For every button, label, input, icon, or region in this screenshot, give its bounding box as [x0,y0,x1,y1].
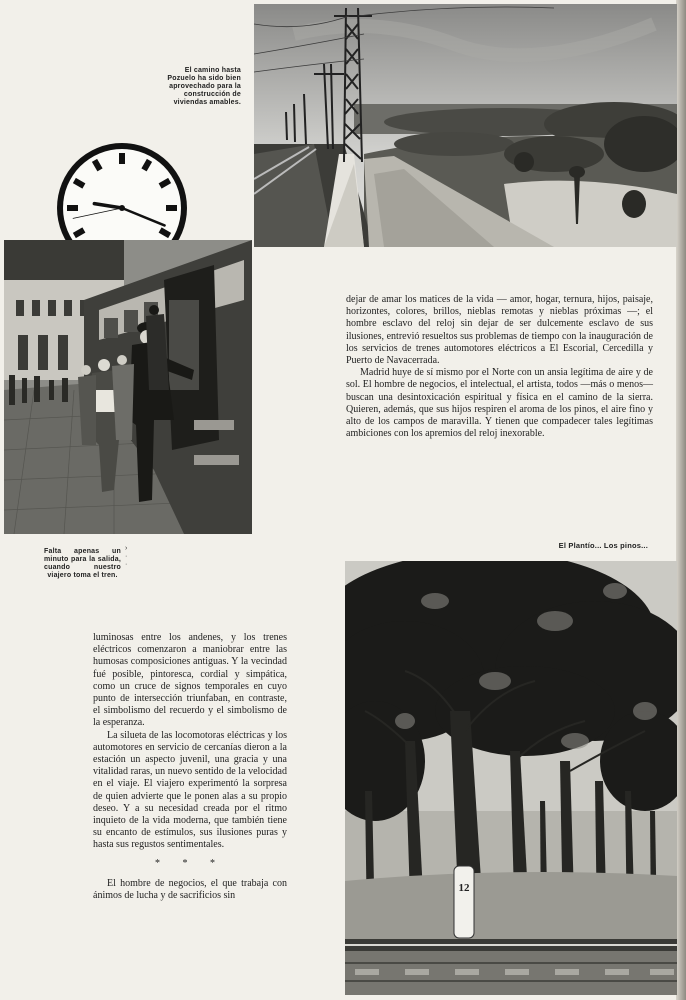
lower-paragraph-1: luminosas entre los andenes, y los trenes eléctricos comenzaron a maniobrar entre las humosas composiciones antiguas. Y la vecindad fué posible, pintoresca, cordial y simpática, como un cruce de signos temporales en cuyo punto de intersección triunfaban, en contraste, el simbolismo del recuerdo y el simbolismo de la esperanza. [93,632,287,729]
caption-falta: Falta apenas un minuto para la salida, cuando nuestro viajero toma el tren. [44,548,121,579]
upper-paragraph-2: Madrid huye de sí mismo por el Norte con un ansia legítima de aire y de sol. El hombre de negocios, el intelectual, el artista, todos —más o menos— buscan una desintoxicación espiritual y física en el camino de la sierra. Quieren, además, que sus hijos respiren el aroma de los pinos, el aire fino y alto de los campos de maravilla. Y tienen que compadecer tales legítimas ambiciones con los apremios del reloj inexorable. [346,367,653,440]
milestone-number: 12 [458,882,470,894]
section-separator: * * * [155,857,225,869]
caption-pointer: › · · [125,545,128,568]
lower-text-column [93,632,287,902]
clock-hour-mark [166,205,177,211]
upper-paragraph-1: dejar de amar los matices de la vida — amor, hogar, ternura, hijos, paisaje, horizontes, colores, brillos, nieblas remotas y nieblas próximas —; el hombre esclavo del reloj sin dejar de ser dulcemente esclavo de sus ilusiones, entrevió resueltos sus problemas de tiempo con la inauguración de los servicios de trenes automotores eléctricos a El Escorial, Cercedilla y Puerto de Navacerrada. [346,294,653,367]
train-platform-photo [4,240,252,534]
pine-forest-photo [345,561,677,995]
railway-landscape-photo [254,4,677,247]
caption-pozuelo: El camino hasta Pozuelo ha sido bien aprovechado para la construcción de viviendas amables. [167,67,241,106]
clock-hour-mark [67,205,78,211]
page-edge [676,0,686,1000]
caption-plantio: El Plantío... Los pinos... [558,541,648,550]
upper-text-column [346,294,653,440]
lower-paragraph-2: La silueta de las locomotoras eléctricas y los automotores en servicio de cercanías dieron a la estación un aspecto juvenil, una gracia y una vitalidad raras, un nuevo sentido de la velocidad en el viaje. El viajero experimentó la sorpresa de quien advierte que le ponen alas a su propio deseo. Y a su necesidad creada por el ritmo inquieto de la vida moderna, que también tiene su encanto de estímulos, sus ilusiones puras y hasta sus regustos sentimentales. [93,729,287,851]
lower-paragraph-3: El hombre de negocios, el que trabaja con ánimos de lucha y de sacrificios sin [93,877,287,902]
clock-hour-mark [119,153,125,164]
